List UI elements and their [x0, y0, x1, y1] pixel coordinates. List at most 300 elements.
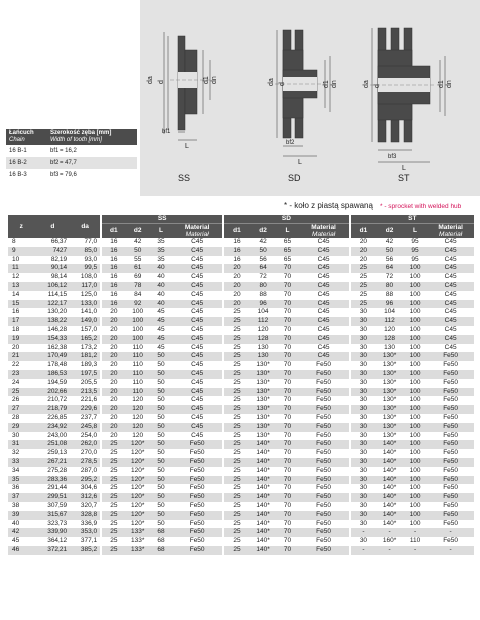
table-cell: 70: [283, 308, 292, 316]
table-cell: 16: [101, 256, 125, 265]
table-cell: 133*: [126, 528, 150, 537]
table-cell: 100: [403, 493, 427, 502]
table-cell: 120*: [126, 476, 150, 485]
table-cell: 112: [250, 317, 277, 326]
table-cell: 100: [403, 317, 427, 326]
table-row: [8, 405, 474, 414]
table-cell: 50: [150, 370, 172, 379]
table-cell: 70: [276, 370, 298, 379]
table-cell: C45: [172, 405, 223, 414]
table-cell: C45: [444, 273, 457, 281]
table-cell: 20: [101, 361, 125, 370]
table-cell: C45: [191, 396, 204, 404]
table-cell: Fe50: [427, 458, 474, 467]
table-cell: 267,21: [35, 458, 70, 467]
table-cell: 19: [8, 335, 35, 344]
table-cell: 30: [350, 388, 377, 397]
table-row: [8, 256, 474, 265]
table-cell: Fe50: [443, 484, 459, 492]
table-cell: C45: [444, 290, 457, 298]
table-cell: 70: [283, 501, 292, 509]
table-cell: 30: [350, 440, 377, 449]
table-cell: 50: [150, 352, 172, 361]
table-cell: C45: [172, 282, 223, 291]
table-cell: 25: [101, 528, 125, 537]
table-cell: 130*: [250, 405, 277, 414]
table-cell: 55: [134, 255, 142, 263]
table-cell: 50: [150, 476, 172, 485]
table-row: [8, 326, 474, 335]
table-cell: 299,51: [35, 493, 70, 502]
table-cell: 140*: [250, 440, 277, 449]
table-cell: 130*: [250, 423, 277, 432]
table-cell: 16: [101, 291, 125, 300]
table-cell: 40: [150, 264, 172, 273]
table-cell: 110: [132, 378, 143, 386]
table-cell: 110: [132, 361, 143, 369]
table-cell: 40: [150, 282, 172, 291]
table-cell: 30: [350, 432, 377, 441]
table-cell: C45: [317, 273, 330, 281]
table-cell: 372,21: [35, 546, 70, 555]
table-cell: 25: [223, 502, 250, 511]
table-cell: Fe50: [172, 476, 223, 485]
table-cell: 30: [350, 520, 377, 529]
table-cell: C45: [317, 343, 330, 351]
table-cell: 234,92: [35, 423, 70, 432]
table-cell: 39: [8, 511, 35, 520]
table-cell: 130*: [376, 423, 403, 432]
table-cell: 25: [350, 264, 377, 273]
table-row: [8, 370, 474, 379]
header-da: da: [70, 215, 101, 238]
table-row: [8, 308, 474, 317]
table-cell: Fe50: [427, 388, 474, 397]
table-cell: 100: [409, 325, 421, 333]
table-cell: 36: [12, 484, 20, 492]
table-cell: 70: [276, 546, 298, 555]
header-d2: d2: [126, 224, 150, 239]
table-cell: 20: [101, 352, 125, 361]
table-cell: Fe50: [427, 476, 474, 485]
table-cell: C45: [444, 325, 457, 333]
table-cell: 70: [276, 440, 298, 449]
table-cell: 16: [101, 238, 125, 247]
table-row: [8, 502, 474, 511]
table-cell: 50: [250, 247, 277, 256]
table-cell: 100: [132, 325, 144, 333]
table-cell: 70: [276, 423, 298, 432]
table-cell: 42: [385, 238, 394, 245]
table-cell: 100: [409, 378, 421, 386]
table-cell: 20: [101, 344, 125, 353]
ss-da-label: da: [147, 76, 154, 84]
table-cell: C45: [317, 325, 330, 333]
table-cell: 25: [223, 467, 250, 476]
table-cell: 237,7: [80, 413, 98, 421]
table-cell: 141,0: [80, 308, 98, 316]
table-cell: 140*: [376, 458, 403, 467]
table-cell: 70: [276, 528, 298, 537]
table-cell: 25: [101, 511, 125, 520]
table-cell: 56: [385, 255, 394, 263]
table-cell: Fe50: [172, 528, 223, 537]
table-cell: 16: [223, 238, 250, 247]
table-cell: 130*: [382, 431, 397, 439]
table-cell: 229,6: [70, 405, 101, 414]
table-cell: Fe50: [299, 546, 350, 555]
table-cell: 61: [126, 264, 150, 273]
table-cell: 25: [223, 537, 250, 546]
st-l-label: L: [402, 165, 406, 172]
table-cell: 125,0: [80, 290, 98, 298]
table-cell: 84: [134, 290, 142, 298]
table-cell: 20: [223, 282, 250, 291]
table-cell: 140*: [376, 476, 403, 485]
table-cell: 140*: [376, 440, 403, 449]
table-cell: 178,48: [47, 361, 68, 369]
table-cell: 50: [150, 458, 172, 467]
table-cell: 29: [8, 423, 35, 432]
ss-d-label: d: [158, 80, 165, 84]
table-cell: C45: [172, 335, 223, 344]
table-cell: Fe50: [316, 413, 331, 421]
table-cell: 120: [132, 431, 144, 439]
table-cell: 20: [101, 423, 125, 432]
table-cell: 25: [223, 317, 250, 326]
header-d2: d2: [376, 224, 403, 239]
table-cell: 68: [157, 537, 165, 545]
table-cell: 140*: [376, 493, 403, 502]
table-cell: 70: [276, 282, 298, 291]
table-cell: 122,17: [35, 300, 70, 309]
table-cell: 45: [150, 317, 172, 326]
table-cell: 25: [101, 476, 125, 485]
table-cell: 30: [350, 405, 377, 414]
table-cell: 130*: [256, 431, 270, 439]
table-cell: C45: [444, 308, 457, 316]
table-cell: 25: [223, 528, 250, 537]
table-cell: Fe50: [189, 501, 205, 509]
table-cell: 291,44: [47, 484, 68, 492]
table-cell: 353,0: [70, 528, 101, 537]
table-cell: 25: [101, 484, 125, 493]
table-cell: 194,59: [47, 378, 68, 386]
table-cell: Fe50: [172, 440, 223, 449]
table-cell: C45: [191, 343, 204, 351]
welded-hub-note-pl: * - koło z piastą spawaną: [284, 201, 373, 210]
table-cell: C45: [299, 352, 350, 361]
table-cell: Fe50: [189, 484, 205, 492]
table-cell: 25: [223, 493, 250, 502]
table-cell: 130*: [376, 405, 403, 414]
table-cell: 30: [350, 511, 377, 520]
table-cell: 213,5: [70, 388, 101, 397]
table-cell: 77,0: [84, 238, 98, 245]
table-cell: Fe50: [443, 378, 459, 386]
ss-d1-label: d1: [203, 76, 210, 84]
table-cell: 31: [8, 440, 35, 449]
table-cell: 120*: [131, 466, 145, 474]
header-d2: d2: [250, 224, 277, 239]
table-cell: 90,14: [35, 264, 70, 273]
table-cell: 50: [157, 431, 165, 439]
table-cell: 243,00: [47, 431, 68, 439]
table-cell: 312,6: [70, 493, 101, 502]
table-cell: C45: [172, 300, 223, 309]
table-cell: 133,0: [70, 300, 101, 309]
table-cell: 26: [12, 396, 20, 404]
table-cell: 120*: [126, 458, 150, 467]
table-cell: 140*: [250, 493, 277, 502]
table-cell: 120: [384, 325, 395, 333]
table-cell: 69: [134, 273, 142, 281]
header-d1: d1: [223, 224, 250, 239]
table-row: [8, 291, 474, 300]
table-cell: 25: [223, 414, 250, 423]
table-cell: 130*: [376, 388, 403, 397]
table-cell: 100: [403, 476, 427, 485]
table-cell: 140*: [256, 449, 270, 457]
table-cell: 30: [350, 352, 377, 361]
table-cell: 72: [259, 273, 267, 281]
table-cell: 307,59: [47, 501, 68, 509]
table-cell: 64: [376, 264, 403, 273]
sprocket-dimensions-table: [8, 215, 474, 555]
table-cell: 20: [101, 432, 125, 441]
table-cell: C45: [427, 317, 474, 326]
table-cell: 45: [157, 325, 165, 333]
table-cell: 128: [376, 335, 403, 344]
table-cell: 21: [8, 352, 35, 361]
header-L: L: [276, 224, 298, 239]
ss-l-label: L: [185, 143, 189, 150]
table-cell: 50: [150, 388, 172, 397]
table-cell: 50: [157, 361, 165, 369]
table-cell: 25: [101, 440, 125, 449]
table-cell: 140*: [256, 519, 270, 527]
sd-da-label: da: [268, 78, 275, 86]
table-cell: 70: [283, 396, 292, 404]
table-cell: 140*: [382, 519, 397, 527]
st-view-label: ST: [398, 173, 410, 183]
table-row: [8, 300, 474, 309]
table-cell: 50: [157, 378, 165, 386]
table-cell: C45: [444, 343, 457, 351]
table-cell: 146,28: [47, 325, 68, 333]
ss-drawing: [164, 32, 210, 140]
table-cell: Fe50: [443, 413, 459, 421]
table-cell: 50: [157, 413, 165, 421]
table-cell: 20: [101, 396, 125, 405]
table-row: [8, 264, 474, 273]
sprocket-drawings: [140, 0, 480, 196]
table-cell: 70: [276, 352, 298, 361]
st-d-label: d: [374, 84, 381, 88]
table-cell: 25: [223, 344, 250, 353]
header-L: L: [403, 224, 427, 239]
table-cell: 181,2: [70, 352, 101, 361]
table-cell: 50: [157, 501, 165, 509]
table-cell: 130*: [256, 413, 270, 421]
table-cell: 14: [12, 290, 20, 298]
sd-bf2-label: bf2: [286, 140, 295, 146]
table-cell: 20: [101, 308, 125, 317]
table-cell: 110: [409, 537, 421, 545]
table-cell: Fe50: [443, 537, 459, 545]
table-cell: 70: [283, 537, 292, 545]
sd-dn-label: dn: [331, 80, 338, 88]
table-cell: 34: [12, 466, 20, 474]
table-cell: 40: [157, 290, 165, 298]
table-cell: 30: [350, 370, 377, 379]
table-row: [8, 458, 474, 467]
table-cell: 70: [276, 476, 298, 485]
table-cell: 100: [409, 290, 421, 298]
table-cell: 304,6: [80, 484, 98, 492]
table-cell: C45: [172, 388, 223, 397]
table-cell: 15: [8, 300, 35, 309]
table-cell: 70: [283, 484, 292, 492]
table-cell: 120: [126, 423, 150, 432]
welded-hub-note-en: * - sprocket with welded hub: [380, 203, 462, 210]
table-cell: 25: [101, 493, 125, 502]
table-row: [8, 273, 474, 282]
st-bf3-label: bf3: [388, 154, 397, 160]
table-cell: C45: [172, 370, 223, 379]
table-cell: 20: [350, 256, 377, 265]
table-row: [8, 449, 474, 458]
table-cell: 11: [8, 264, 35, 273]
table-row: [8, 414, 474, 423]
table-cell: 170,49: [35, 352, 70, 361]
table-cell: 165,2: [70, 335, 101, 344]
table-cell: 70: [276, 317, 298, 326]
table-row: [8, 361, 474, 370]
table-cell: C45: [299, 264, 350, 273]
table-row: [8, 282, 474, 291]
table-cell: 35: [157, 238, 165, 245]
table-cell: C45: [172, 247, 223, 256]
table-cell: 25: [223, 405, 250, 414]
table-cell: 30: [350, 423, 377, 432]
table-cell: 140*: [256, 501, 270, 509]
table-row: [8, 476, 474, 485]
table-cell: 16: [223, 256, 250, 265]
table-cell: 45: [157, 308, 165, 316]
table-cell: 25: [101, 520, 125, 529]
table-cell: 140*: [250, 476, 277, 485]
table-cell: 23: [8, 370, 35, 379]
table-cell: C45: [299, 247, 350, 256]
table-cell: 88: [385, 290, 394, 298]
table-row: [8, 335, 474, 344]
table-cell: 157,0: [80, 325, 98, 333]
table-cell: C45: [317, 255, 330, 263]
table-cell: 149,0: [70, 317, 101, 326]
table-cell: 30: [350, 502, 377, 511]
table-cell: Fe50: [172, 546, 223, 555]
table-cell: 202,66: [35, 388, 70, 397]
table-cell: 100: [403, 388, 427, 397]
chain-row: 16 B-1 bf1 = 16,2: [9, 148, 77, 154]
table-cell: 80: [376, 282, 403, 291]
table-cell: 20: [101, 326, 125, 335]
table-cell: 100: [403, 511, 427, 520]
table-cell: Fe50: [443, 396, 459, 404]
table-cell: 323,73: [47, 519, 68, 527]
table-cell: 197,5: [70, 370, 101, 379]
table-cell: C45: [317, 290, 330, 298]
table-row: [8, 467, 474, 476]
table-cell: C45: [172, 264, 223, 273]
table-cell: C45: [299, 282, 350, 291]
table-row: [8, 388, 474, 397]
table-cell: Fe50: [316, 449, 331, 457]
table-cell: 130*: [250, 388, 277, 397]
table-cell: Fe50: [299, 493, 350, 502]
table-cell: -: [376, 528, 403, 537]
table-cell: 25: [101, 467, 125, 476]
table-cell: 30: [350, 537, 377, 546]
table-cell: 100: [126, 317, 150, 326]
table-cell: 20: [223, 273, 250, 282]
table-cell: Fe50: [316, 396, 331, 404]
table-cell: -: [350, 528, 377, 537]
sd-view-label: SD: [288, 173, 301, 183]
table-cell: 72: [385, 273, 394, 281]
table-cell: 35: [150, 247, 172, 256]
table-cell: 35: [157, 255, 165, 263]
table-row: [8, 344, 474, 353]
table-cell: 25: [223, 546, 250, 555]
table-cell: Fe50: [316, 537, 331, 545]
table-cell: 328,8: [70, 511, 101, 520]
table-cell: 20: [101, 317, 125, 326]
table-cell: C45: [444, 255, 457, 263]
table-cell: 25: [223, 432, 250, 441]
header-d1: d1: [101, 224, 125, 239]
table-cell: 140*: [250, 458, 277, 467]
table-cell: 13: [8, 282, 35, 291]
table-cell: 120*: [131, 519, 145, 527]
table-cell: Fe50: [299, 458, 350, 467]
table-cell: 25: [223, 379, 250, 388]
table-cell: 25: [223, 361, 250, 370]
table-cell: 25: [101, 537, 125, 546]
table-cell: 16: [101, 282, 125, 291]
table-cell: 70: [283, 361, 292, 369]
table-cell: Fe50: [299, 423, 350, 432]
chain-row: 16 B-2 bf2 = 47,7: [6, 157, 137, 169]
table-cell: C45: [299, 317, 350, 326]
table-cell: Fe50: [443, 501, 459, 509]
table-cell: 100: [409, 273, 421, 281]
table-cell: 30: [350, 335, 377, 344]
header-material: Material Materiał: [299, 224, 350, 239]
table-row: [8, 352, 474, 361]
sd-l-label: L: [298, 159, 302, 166]
table-cell: C45: [299, 335, 350, 344]
ss-view-label: SS: [178, 173, 191, 183]
table-cell: 42: [8, 528, 35, 537]
table-cell: 336,9: [80, 519, 98, 527]
table-cell: Fe50: [172, 493, 223, 502]
table-cell: 130*: [382, 378, 397, 386]
table-cell: 25: [223, 388, 250, 397]
table-cell: Fe50: [427, 511, 474, 520]
table-cell: 8: [12, 238, 16, 245]
